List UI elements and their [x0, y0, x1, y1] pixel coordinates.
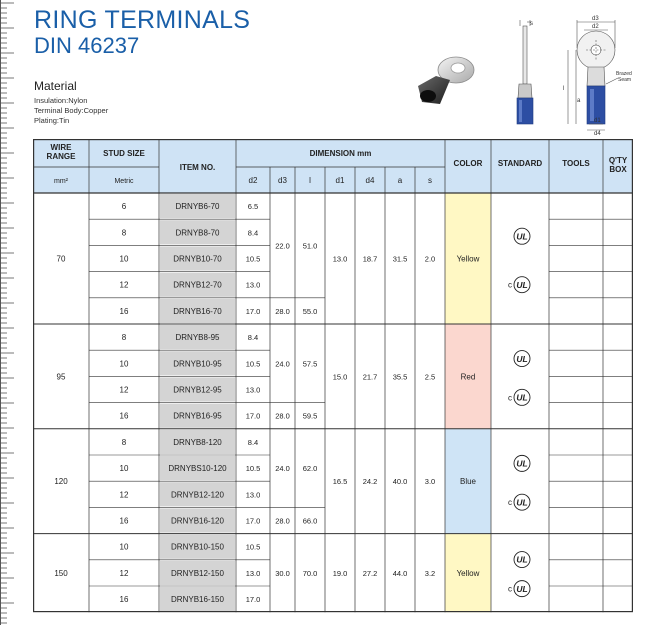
color-cell: Red	[460, 372, 476, 382]
color-cell: Blue	[459, 477, 477, 487]
stud-size-cell: 10	[119, 542, 129, 552]
d3-cell: 24.0	[275, 464, 290, 474]
stud-size-cell: 16	[119, 306, 129, 316]
material-heading: Material	[34, 79, 77, 93]
item-no-cell: DRNYB8-70	[175, 228, 220, 238]
stud-size-cell: 16	[119, 595, 129, 605]
color-cell: Yellow	[456, 568, 480, 578]
item-no-cell: DRNYB10-150	[171, 542, 224, 552]
item-no-cell: DRNYB16-95	[173, 411, 222, 421]
cul-icon	[508, 581, 530, 597]
d2-cell: 10.5	[245, 254, 261, 264]
ring-terminal-photo	[414, 50, 494, 110]
d2-cell: 8.4	[247, 437, 259, 447]
l-cell: 55.0	[302, 306, 318, 316]
stud-size-cell: 12	[119, 280, 129, 290]
d3-cell: 28.0	[275, 411, 290, 421]
s-cell: 2.0	[424, 254, 436, 264]
svg-text:c: c	[508, 584, 512, 594]
header-wire-unit: mm²	[54, 178, 68, 185]
dim-label-d4: d4	[594, 131, 601, 136]
d2-cell: 17.0	[245, 516, 261, 526]
item-no-cell: DRNYB12-120	[171, 490, 224, 500]
svg-text:UL: UL	[516, 583, 528, 594]
stud-size-cell: 6	[121, 202, 127, 212]
stud-size-cell: 12	[119, 568, 129, 578]
svg-text:UL: UL	[516, 392, 528, 403]
d4-cell: 24.2	[362, 477, 378, 487]
left-ruler	[0, 0, 22, 625]
d3-cell: 28.0	[275, 516, 290, 526]
wire-range-cell: 70	[56, 254, 66, 264]
header-item-no: ITEM NO.	[179, 163, 216, 172]
header-stud-size: STUD SIZE	[103, 149, 145, 158]
header-qty-1: Q'TY	[608, 156, 628, 165]
svg-text:UL: UL	[516, 497, 528, 508]
dim-label-d1: d1	[594, 118, 601, 124]
l-cell: 66.0	[302, 516, 318, 526]
item-no-cell: DRNYB10-70	[173, 254, 222, 264]
dimension-drawing	[508, 12, 648, 136]
header-qty-2: BOX	[609, 165, 627, 174]
a-cell: 31.5	[392, 254, 408, 264]
header-dimension: DIMENSION mm	[309, 149, 372, 158]
header-dim-a: a	[397, 176, 403, 185]
stud-size-cell: 16	[119, 411, 129, 421]
item-no-cell: DRNYB8-120	[173, 437, 222, 447]
d1-cell: 13.0	[332, 254, 348, 264]
d2-cell: 10.5	[245, 464, 261, 474]
ul-icon	[514, 351, 530, 367]
color-cell: Yellow	[456, 254, 480, 264]
item-no-cell: DRNYB12-150	[171, 568, 224, 578]
d2-cell: 17.0	[245, 595, 261, 605]
header-dim-d4: d4	[365, 176, 375, 185]
d2-cell: 10.5	[245, 359, 261, 369]
stud-size-cell: 8	[121, 333, 127, 343]
s-cell: 3.2	[424, 568, 436, 578]
stud-size-cell: 12	[119, 490, 129, 500]
dim-label-a: a	[577, 98, 581, 104]
l-cell: 51.0	[302, 241, 318, 251]
d2-cell: 13.0	[245, 490, 261, 500]
svg-text:UL: UL	[516, 231, 528, 242]
svg-text:c: c	[508, 393, 512, 403]
ul-icon	[514, 455, 530, 471]
l-cell: 62.0	[302, 464, 318, 474]
item-no-cell: DRNYB16-70	[173, 306, 222, 316]
d1-cell: 19.0	[332, 568, 348, 578]
dim-label-s: s	[530, 21, 533, 27]
cul-icon	[508, 277, 530, 293]
dim-label-d3: d3	[592, 16, 599, 22]
stud-size-cell: 10	[119, 359, 129, 369]
item-no-cell: DRNYB16-120	[171, 516, 224, 526]
item-no-cell: DRNYB12-95	[173, 385, 222, 395]
dim-label-d2: d2	[592, 24, 599, 30]
stud-size-cell: 16	[119, 516, 129, 526]
dim-label-seam: Seam	[618, 77, 632, 83]
item-no-cell: DRNYB8-95	[175, 333, 220, 343]
l-cell: 70.0	[302, 568, 318, 578]
header-dim-l: l	[309, 176, 311, 185]
spec-table	[33, 139, 633, 615]
a-cell: 44.0	[392, 568, 408, 578]
a-cell: 35.5	[392, 372, 408, 382]
header-dim-d3: d3	[278, 176, 287, 185]
dim-label-l: l	[563, 86, 565, 92]
header-standard: STANDARD	[497, 159, 543, 168]
item-no-cell: DRNYB12-70	[173, 280, 222, 290]
material-body: Terminal Body:Copper	[34, 106, 109, 115]
header-dim-d1: d1	[335, 176, 345, 185]
wire-range-cell: 120	[54, 477, 68, 487]
svg-text:UL: UL	[516, 353, 528, 364]
d2-cell: 17.0	[245, 411, 261, 421]
d2-cell: 6.5	[247, 202, 259, 212]
d2-cell: 13.0	[245, 568, 261, 578]
d2-cell: 17.0	[245, 306, 261, 316]
header-dim-d2: d2	[248, 176, 258, 185]
svg-text:UL: UL	[516, 458, 528, 469]
s-cell: 2.5	[424, 372, 436, 382]
header-wire-range-1: WIRE	[50, 143, 72, 152]
page-subtitle: DIN 46237	[34, 33, 140, 58]
d2-cell: 13.0	[245, 385, 261, 395]
d4-cell: 27.2	[362, 568, 378, 578]
stud-size-cell: 10	[119, 464, 129, 474]
d4-cell: 21.7	[362, 372, 378, 382]
header-wire-range-2: RANGE	[46, 152, 76, 161]
d2-cell: 8.4	[247, 228, 259, 238]
header-color: COLOR	[453, 159, 483, 168]
svg-text:UL: UL	[516, 279, 528, 290]
cul-icon	[508, 494, 530, 510]
material-insulation: Insulation:Nylon	[34, 96, 88, 105]
s-cell: 3.0	[424, 477, 436, 487]
wire-range-cell: 95	[56, 372, 66, 382]
l-cell: 59.5	[302, 411, 318, 421]
d3-cell: 30.0	[275, 568, 290, 578]
stud-size-cell: 10	[119, 254, 129, 264]
ul-icon	[514, 228, 530, 244]
d2-cell: 10.5	[245, 542, 261, 552]
d3-cell: 24.0	[275, 359, 290, 369]
stud-size-cell: 8	[121, 437, 127, 447]
ul-icon	[514, 552, 530, 568]
d1-cell: 16.5	[332, 477, 348, 487]
svg-text:c: c	[508, 498, 512, 508]
a-cell: 40.0	[392, 477, 408, 487]
d2-cell: 8.4	[247, 333, 259, 343]
item-no-cell: DRNYBS10-120	[168, 464, 227, 474]
stud-size-cell: 12	[119, 385, 129, 395]
header-stud-unit: Metric	[114, 178, 134, 185]
d1-cell: 15.0	[332, 372, 348, 382]
l-cell: 57.5	[302, 359, 318, 369]
item-no-cell: DRNYB6-70	[175, 202, 220, 212]
d4-cell: 18.7	[362, 254, 378, 264]
svg-text:c: c	[508, 280, 512, 290]
d2-cell: 13.0	[245, 280, 261, 290]
cul-icon	[508, 389, 530, 405]
d3-cell: 22.0	[275, 241, 290, 251]
d3-cell: 28.0	[275, 306, 290, 316]
page-title: RING TERMINALS	[34, 6, 251, 34]
wire-range-cell: 150	[54, 568, 68, 578]
dim-label-brazed: Brazed	[616, 71, 632, 77]
header-tools: TOOLS	[562, 159, 590, 168]
header-dim-s: s	[428, 176, 432, 185]
item-no-cell: DRNYB10-95	[173, 359, 222, 369]
stud-size-cell: 8	[121, 228, 127, 238]
svg-text:UL: UL	[516, 554, 528, 565]
material-plating: Plating:Tin	[34, 116, 70, 125]
item-no-cell: DRNYB16-150	[171, 595, 224, 605]
